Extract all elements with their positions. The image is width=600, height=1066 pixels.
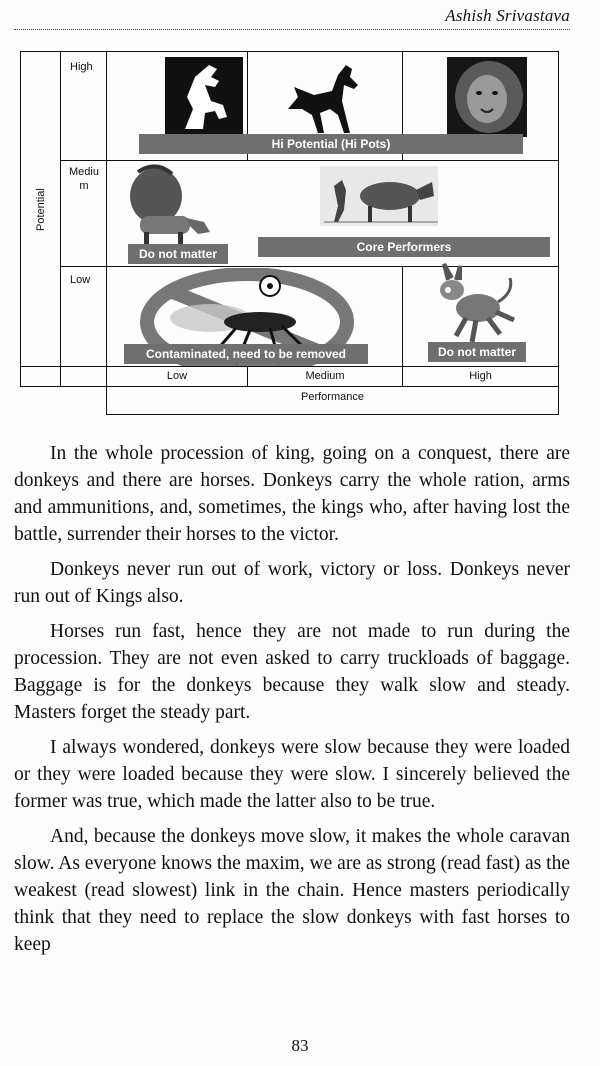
paragraph: Horses run fast, hence they are not made to run during the procession. They are not even asked to carry truckloads of baggage. Baggage is for the donkeys because they walk slow and steady. Masters forget the steady part. [14, 621, 570, 723]
horse-rearing-icon [165, 57, 243, 135]
page-number: 83 [291, 1036, 309, 1055]
y-axis-label: Potential [35, 188, 47, 231]
paragraph: In the whole procession of king, going on a conquest, there are donkeys and there are horses. Donkeys carry the whole ration, arms and ammunitions, and, sometimes, the kings who, after having lost the battle, surrender their horses to the victor. [14, 443, 570, 545]
contaminated-banner: Contaminated, need to be removed [124, 344, 368, 364]
row-label-low: Low [70, 274, 91, 286]
col-label-low: Low [166, 370, 188, 382]
row-label-high: High [70, 61, 93, 73]
page-header: Ashish Srivastava [445, 6, 570, 25]
core-performers-banner: Core Performers [258, 237, 550, 257]
cartoon-donkey-icon [430, 262, 522, 344]
x-axis-label: Performance [301, 391, 364, 403]
body-text [14, 440, 570, 966]
paragraph: And, because the donkeys move slow, it makes the whole caravan slow. As everyone knows the maxim, we are as strong (read fast) as the weakest (read slowest) link in the chain. Hence masters periodically think that they need to replace the slow donkeys with fast horses to keep [14, 826, 570, 955]
loaded-donkey-icon [120, 162, 216, 252]
lion-icon [447, 57, 527, 137]
row-label-medium: Mediu m [69, 166, 99, 192]
paragraph: I always wondered, donkeys were slow because they were loaded or they were loaded because they were slow. I sincerely believed the former was true, which made the latter also to be true. [14, 737, 570, 812]
do-not-matter-banner-2: Do not matter [428, 342, 526, 362]
paragraph: Donkeys never run out of work, victory or loss. Donkeys never run out of Kings also. [14, 559, 570, 607]
ox-cart-icon [320, 166, 438, 226]
col-label-medium: Medium [305, 370, 345, 382]
talent-matrix-figure [0, 0, 600, 420]
horse-silhouette-icon [280, 57, 370, 137]
hi-potential-banner: Hi Potential (Hi Pots) [139, 134, 523, 154]
col-label-high: High [469, 370, 492, 382]
do-not-matter-banner-1: Do not matter [128, 244, 228, 264]
